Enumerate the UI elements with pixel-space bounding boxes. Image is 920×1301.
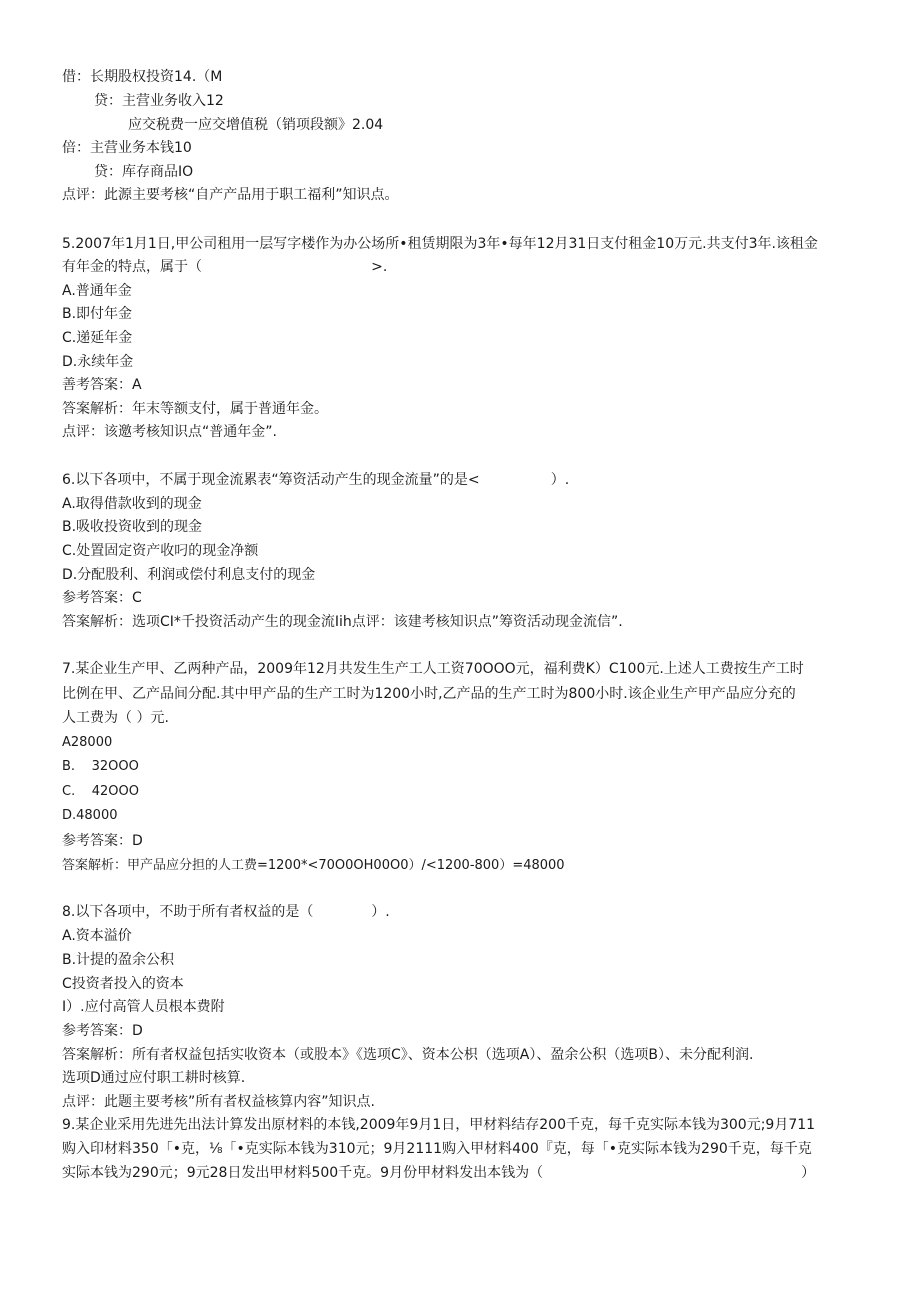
option-a: A.取得借款收到的现金 bbox=[62, 496, 202, 512]
option-c: C投资者投入的资本 bbox=[62, 976, 184, 992]
question-7-text: 7.某企业生产甲、乙两种产品，2009年12月共发生生产工人工资70OOO元，福利费K）C100元.上述人工费按生产工时 bbox=[62, 661, 804, 677]
question-7-text: 比例在甲、乙产品间分配.其中甲产品的生产工时为1200小时,乙产品的生产工时为800小时.该企业生产甲产品应分充的 bbox=[62, 686, 796, 702]
answer-explanation: 选项D通过应付职工耕时核算. bbox=[62, 1070, 246, 1086]
question-6-text: 6.以下各项中，不属于现金流累表“筹资活动产生的现金流量”的是< ）. bbox=[62, 472, 570, 488]
entry-credit-line: 贷：主营业务收入12 bbox=[94, 93, 224, 109]
option-d: D.48000 bbox=[62, 808, 118, 823]
question-9-text: 实际本钱为290元；9元28日发出甲材料500千克。9月份甲材料发出本钱为（ ） bbox=[62, 1165, 816, 1181]
entry-debit-line: 倍：主营业务本钱10 bbox=[62, 140, 192, 156]
question-5-text: 有年金的特点，属于（ >. bbox=[62, 259, 388, 275]
question-8-text: 8.以下各项中，不助于所有者权益的是（ ）. bbox=[62, 904, 390, 920]
option-d: D.分配股利、利润或偿付利息支付的现金 bbox=[62, 567, 316, 583]
comment-line: 点评：此源主要考核“自产产品用于职工福利”知识点。 bbox=[62, 187, 399, 203]
answer-explanation: 答案解析：所有者权益包括实收资本（或股本》《选项C》、资本公枳（选项A）、盈余公积（选项B）、未分配利润. bbox=[62, 1047, 754, 1063]
option-b: B.计提的盈余公积 bbox=[62, 952, 175, 968]
question-9-text: 购入印材料350「•克，⅛「•克实际本钱为310元；9月2111购入甲材料400『克，每「•克实际本钱为290千克，每千克 bbox=[62, 1141, 812, 1157]
reference-answer: 参考答案：D bbox=[62, 1023, 143, 1039]
option-b: B.即付年金 bbox=[62, 306, 133, 322]
comment-line: 点评：该邀考核知识点“普通年金”. bbox=[62, 424, 277, 440]
option-a: A.普通年金 bbox=[62, 283, 132, 299]
option-a: A28000 bbox=[62, 735, 113, 750]
option-c: C.递延年金 bbox=[62, 330, 133, 346]
entry-debit-line: 借：长期股权投资14.（M bbox=[62, 69, 223, 85]
reference-answer: 参考答案：C bbox=[62, 590, 142, 606]
entry-credit-line: 贷：库存商品IO bbox=[94, 164, 194, 180]
question-5-text: 5.2007年1月1日,甲公司租用一层写字楼作为办公场所•租赁期限为3年•每年12月31日支付租金10万元.共支付3年.该租金 bbox=[62, 236, 818, 252]
entry-credit-line: 应交税费一应交增值税（销项段额》2.04 bbox=[128, 117, 384, 133]
reference-answer: 参考答案：D bbox=[62, 833, 143, 849]
option-d: I）.应付高管人员根本费附 bbox=[62, 999, 225, 1015]
option-d: D.永续年金 bbox=[62, 354, 134, 370]
option-c: C. 42OOO bbox=[62, 784, 139, 799]
reference-answer: 善考答案：A bbox=[62, 377, 142, 393]
option-b: B. 32OOO bbox=[62, 759, 139, 774]
comment-line: 点评：此题主要考核”所有者权益核算内容”知识点. bbox=[62, 1094, 375, 1110]
answer-explanation: 答案解析：选项CI*千投资活动产生的现金流Iih点评：该建考核知识点”筹资活动现金流信”. bbox=[62, 614, 623, 630]
answer-explanation: 答案解析：年末等额支付，属于普通年金。 bbox=[62, 401, 328, 417]
answer-explanation: 答案解析：甲产品应分担的人工费=1200*<70O0OH00O0）/<1200-800）=48000 bbox=[62, 858, 565, 873]
question-9-text: 9.某企业采用先进先出法计算发出原材料的本钱,2009年9月1日，甲材料结存200千克，每千克实际本钱为300元;9月711 bbox=[62, 1117, 816, 1133]
question-7-text: 人工费为（ ）元. bbox=[62, 710, 169, 726]
option-a: A.资本溢价 bbox=[62, 928, 132, 944]
option-c: C.处置固定资产收叼的现金净额 bbox=[62, 543, 259, 559]
option-b: B.吸收投资收到的现金 bbox=[62, 519, 203, 535]
